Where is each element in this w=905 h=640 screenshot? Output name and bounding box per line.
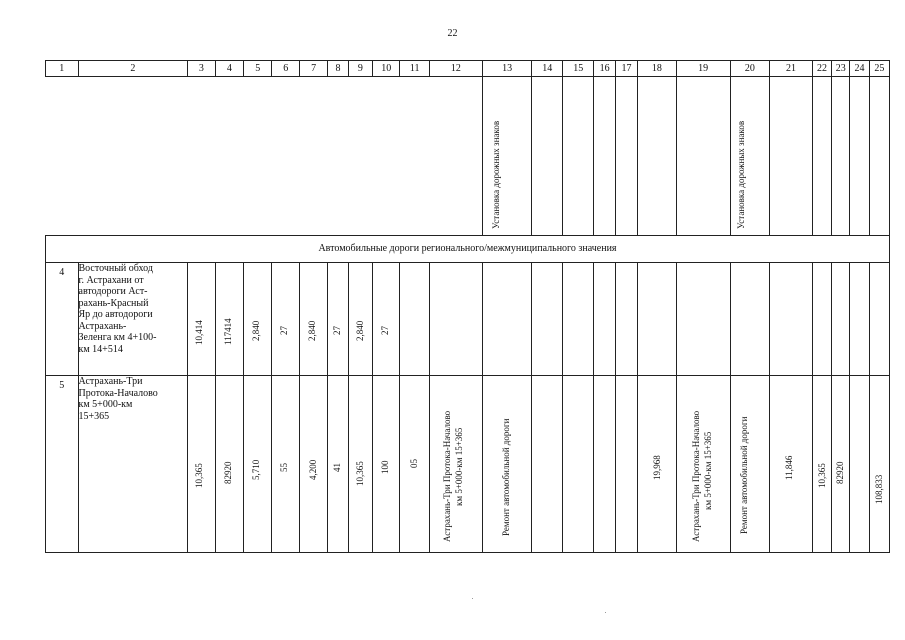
cell-total: 108,833 <box>873 474 884 504</box>
cell-work-type: Ремонт автомобильной дороги <box>500 418 511 536</box>
section-row <box>46 236 890 263</box>
cell-value: 19,968 <box>652 455 663 480</box>
col-num: 6 <box>272 61 299 77</box>
col-num: 20 <box>730 61 770 77</box>
page-number: 22 <box>447 28 458 39</box>
cell-length: 10,414 <box>194 320 205 345</box>
col-num: 5 <box>244 61 272 77</box>
cell-value: 5,710 <box>251 459 262 480</box>
cell-value: 2,840 <box>306 320 317 341</box>
road-name: Восточный обход г. Астрахани от автодороги Аст- рахань-Красный Яр до автодороги Астрахань- Зеленга км 4+100- км 14+514 <box>78 263 188 376</box>
col-num: 8 <box>328 61 348 77</box>
row-number: 5 <box>46 376 79 553</box>
col-num: 2 <box>78 61 188 77</box>
col-num: 15 <box>562 61 593 77</box>
col-num: 16 <box>594 61 615 77</box>
road-works-table <box>45 60 890 553</box>
col-num: 17 <box>615 61 637 77</box>
cell-value: 2,840 <box>354 320 365 341</box>
col-num: 13 <box>482 61 532 77</box>
cell-road-name-line2: км 5+000-км 15+365 <box>702 431 713 510</box>
cell-road-name-line1: Астрахань-Три Протока-Началово <box>690 410 701 542</box>
road-name: Астрахань-Три Протока-Началово км 5+000-км 15+365 <box>78 376 188 553</box>
caption-col13: Установка дорожных знаков <box>490 120 501 229</box>
col-num: 12 <box>429 61 482 77</box>
cell-value: 05 <box>409 459 420 468</box>
cell-value: 117414 <box>222 318 233 345</box>
table-row <box>46 263 890 376</box>
cell-value: 55 <box>279 463 290 472</box>
cell-value: 10,365 <box>816 463 827 488</box>
col-num: 3 <box>188 61 215 77</box>
cell-value: 27 <box>279 326 290 335</box>
cell-value: 11,846 <box>784 455 795 480</box>
cell-value: 27 <box>380 326 391 335</box>
cell-value: 2,840 <box>251 320 262 341</box>
col-num: 21 <box>770 61 813 77</box>
column-number-row <box>46 61 890 77</box>
cell-value: 82920 <box>222 461 233 484</box>
col-num: 1 <box>46 61 79 77</box>
cell-value: 10,365 <box>354 461 365 486</box>
col-num: 23 <box>832 61 850 77</box>
table-row <box>46 376 890 553</box>
col-num: 19 <box>676 61 730 77</box>
caption-col20: Установка дорожных знаков <box>735 120 746 229</box>
scan-speck <box>472 598 473 599</box>
cell-value: 41 <box>332 463 343 472</box>
col-num: 9 <box>348 61 372 77</box>
col-num: 7 <box>299 61 327 77</box>
col-num: 18 <box>638 61 677 77</box>
cell-length: 10,365 <box>194 463 205 488</box>
cell-value: 4,200 <box>307 459 318 480</box>
col-num: 11 <box>400 61 429 77</box>
cell-value: 100 <box>380 460 391 474</box>
row-number: 4 <box>46 263 79 376</box>
col-num: 4 <box>215 61 243 77</box>
scan-speck <box>605 612 606 613</box>
cell-road-name-line2: км 5+000-км 15+365 <box>453 427 464 506</box>
col-num: 10 <box>373 61 400 77</box>
col-num: 22 <box>812 61 831 77</box>
col-num: 14 <box>532 61 562 77</box>
cell-value: 27 <box>332 326 343 335</box>
cell-road-name-line1: Астрахань-Три Протока-Началово <box>441 410 452 542</box>
cell-value: 82920 <box>835 461 846 484</box>
section-title: Автомобильные дороги регионального/межмуниципального значения <box>46 236 890 263</box>
col-num: 24 <box>850 61 869 77</box>
col-num: 25 <box>869 61 889 77</box>
cell-work-type: Ремонт автомобильной дороги <box>738 416 749 534</box>
caption-row <box>46 77 890 236</box>
